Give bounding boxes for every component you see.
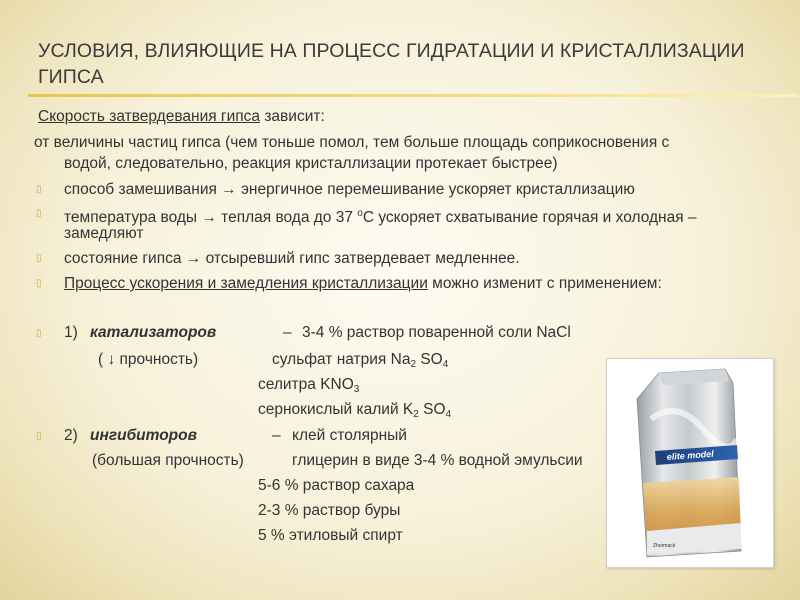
inhibitor-glue: клей столярный: [292, 427, 407, 444]
bullet-icon: ▯: [36, 208, 42, 219]
intro-underlined: Скорость затвердевания гипса: [38, 108, 261, 125]
catalysts-number: 1): [64, 324, 78, 341]
inhibitors-note: (большая прочность): [92, 452, 244, 469]
catalysts-dash: –: [283, 324, 292, 341]
gypsum-bag-image: [607, 359, 773, 567]
process-rest: можно изменит с применением:: [427, 275, 662, 292]
inhibitors-label: ингибиторов: [90, 427, 197, 444]
product-brand: elite model: [666, 448, 715, 462]
na2so4-so: SO: [416, 351, 443, 368]
temperature-text-b: C ускоряет схватывание горячая и холодная –: [362, 209, 697, 226]
inhibitor-borax: 2-3 % раствор буры: [258, 502, 401, 519]
mixing-item: способ замешивания → энергичное перемешивание ускоряет кристаллизацию: [64, 181, 635, 198]
state-item: состояние гипса → отсыревший гипс затвердевает медленнее.: [64, 250, 520, 267]
catalysts-note: ( ↓ прочность): [98, 351, 199, 368]
intro-line: [38, 107, 325, 127]
bullet-icon: ▯: [36, 431, 42, 442]
kno3-sub: 3: [353, 384, 360, 395]
inhibitor-glycerin: глицерин в виде 3-4 % водной эмульсии: [292, 452, 583, 469]
temperature-text-a: температура воды → теплая вода до 37: [64, 209, 358, 226]
product-photo: [606, 358, 774, 568]
slide-title: УСЛОВИЯ, ВЛИЯЮЩИЕ НА ПРОЦЕСС ГИДРАТАЦИИ И КРИСТАЛЛИЗАЦИИ ГИПСА: [38, 40, 745, 88]
temperature-line-2: замедляют: [64, 225, 144, 242]
process-underlined: Процесс ускорения и замедления кристаллизации: [64, 275, 428, 292]
product-small-label: Zhermack: [653, 543, 676, 549]
intro-rest: зависит:: [260, 108, 325, 125]
inhibitor-sugar: 5-6 % раствор сахара: [258, 477, 415, 494]
catalysts-label: катализаторов: [90, 324, 217, 341]
catalyst-nacl: 3-4 % раствор поваренной соли NaCl: [302, 324, 571, 341]
bullet-icon: ▯: [36, 328, 42, 339]
catalyst-na2so4: [272, 350, 448, 375]
degree-sign: o: [357, 208, 363, 219]
bullet-icon: ▯: [36, 184, 42, 195]
process-item: [64, 274, 662, 294]
bullet-icon: ▯: [36, 253, 42, 264]
inhibitors-number: 2): [64, 427, 78, 444]
inhibitors-dash: –: [272, 427, 281, 444]
k2so4-sub-2: 4: [445, 409, 452, 420]
na2so4-sub-2: 4: [442, 359, 449, 370]
temperature-item: [64, 204, 697, 228]
k2so4-so: SO: [418, 401, 446, 418]
na2so4-sub-1: 2: [410, 359, 417, 370]
catalyst-kno3: [258, 375, 359, 400]
k2so4-sub-1: 2: [413, 409, 419, 420]
particles-line-1: от величины частиц гипса (чем тоньше помол, тем больше площадь соприкосновения с: [34, 134, 670, 151]
kno3-text: селитра KNO: [258, 376, 354, 393]
title-divider: [28, 94, 798, 97]
bullet-icon: ▯: [36, 278, 42, 289]
catalyst-k2so4: [258, 400, 451, 425]
particles-line-2: водой, следовательно, реакция кристаллизации протекает быстрее): [64, 155, 558, 172]
na2so4-text: сульфат натрия Na: [272, 351, 411, 368]
inhibitor-alcohol: 5 % этиловый спирт: [258, 527, 403, 544]
k2so4-text: сернокислый калий K: [258, 401, 414, 418]
